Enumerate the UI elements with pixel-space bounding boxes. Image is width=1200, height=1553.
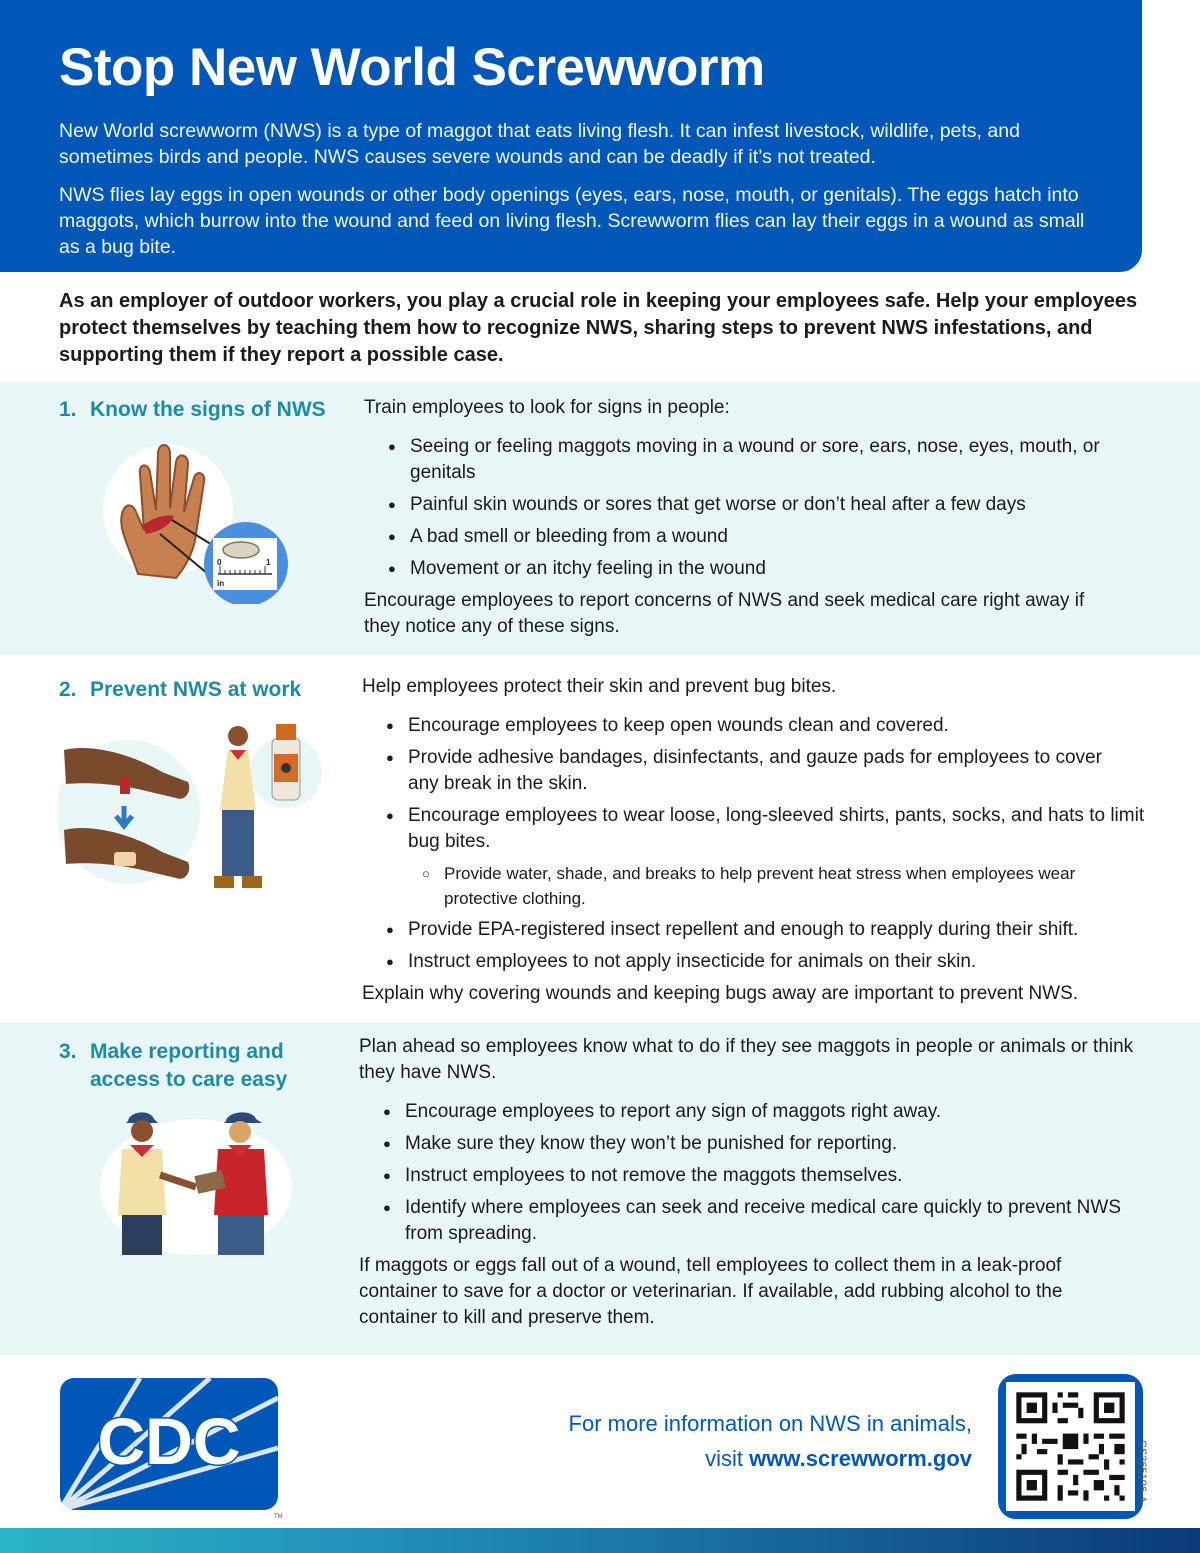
section-3-list <box>359 1099 1149 1247</box>
section-2-closing: Explain why covering wounds and keeping bugs away are important to prevent NWS. <box>362 983 1079 1004</box>
sub-list-item: ○ Provide water, shade, and breaks to help prevent heat stress when employees wear protective clothing. <box>362 861 1132 911</box>
cdc-logo-text: CDC <box>97 1404 241 1478</box>
section-1-list <box>364 434 1124 582</box>
trademark-symbol: TM <box>274 1514 283 1518</box>
list-item: ● Movement or an itchy feeling in the wound <box>364 556 1124 582</box>
header-paragraph-2: NWS flies lay eggs in open wounds or other body openings (eyes, ears, nose, mouth, or genitals). The eggs hatch into maggots, which burrow into the wound and feed on living flesh. Screwworm flies can lay their eggs in a wound as small as a bug bite. <box>59 184 1085 258</box>
list-item: ● Provide EPA-registered insect repellent and enough to reapply during their shift. <box>362 917 1162 943</box>
prevention-illustration <box>58 720 328 910</box>
section-know-signs <box>0 382 1200 655</box>
list-item: ● Seeing or feeling maggots moving in a wound or sore, ears, nose, eyes, mouth, or genitals <box>364 434 1124 486</box>
document-code-id: CS365196-A <box>1136 1440 1148 1503</box>
header-paragraph-1: New World screwworm (NWS) is a type of maggot that eats living flesh. It can infest livestock, wildlife, pets, and sometimes birds and people. NWS causes severe wounds and can be deadly if it’s not treated. <box>59 120 1020 168</box>
footer-info-line1: For more information on NWS in animals, <box>568 1411 972 1436</box>
cdc-logo <box>60 1378 288 1518</box>
section-1-title-text: Know the signs of NWS <box>90 398 326 421</box>
section-1-body <box>364 395 1124 640</box>
section-1-number: 1. <box>59 398 77 421</box>
section-2-lead: Help employees protect their skin and prevent bug bites. <box>362 676 837 697</box>
bottom-gradient-bar <box>0 1528 1200 1553</box>
section-2-title <box>59 676 301 704</box>
page-title: Stop New World Screwworm <box>59 38 765 97</box>
qr-code-frame <box>998 1374 1143 1519</box>
list-item: ● Encourage employees to wear loose, long-sleeved shirts, pants, socks, and hats to limit bug bites. <box>362 803 1152 855</box>
intro-text: As an employer of outdoor workers, you play a crucial role in keeping your employees safe. Help your employees protect themselves by teaching them how to recognize NWS, sharing steps to prevent NWS infestations, and supporting them if they report a possible case. <box>59 290 1138 366</box>
list-item: ● Make sure they know they won’t be punished for reporting. <box>359 1131 1149 1157</box>
section-3-title <box>59 1038 287 1094</box>
list-item: ● Encourage employees to report any sign of maggots right away. <box>359 1099 1149 1125</box>
ruler-label-zero: 0 <box>217 558 222 567</box>
section-2-title-text: Prevent NWS at work <box>90 678 302 701</box>
header-banner <box>0 0 1142 272</box>
hand-wound-illustration <box>100 434 300 604</box>
section-3-closing: If maggots or eggs fall out of a wound, tell employees to collect them in a leak-proof container to save for a doctor or veterinarian. If available, add rubbing alcohol to the container to kill and preserve them. <box>359 1255 1063 1328</box>
section-3-title-line2: access to care easy <box>90 1068 288 1091</box>
section-2-body <box>362 674 1162 1007</box>
qr-code-icon[interactable] <box>1006 1382 1135 1511</box>
footer-visit-text: visit <box>705 1446 743 1471</box>
section-3-lead: Plan ahead so employees know what to do if they see maggots in people or animals or think they have NWS. <box>359 1036 1134 1083</box>
section-prevent <box>0 655 1200 1023</box>
list-item: ● Encourage employees to keep open wounds clean and covered. <box>362 713 1162 739</box>
list-item: ● Provide adhesive bandages, disinfectants, and gauze pads for employees to cover any break in the skin. <box>362 745 1132 797</box>
ruler-label-one: 1 <box>266 558 271 567</box>
list-item: ● A bad smell or bleeding from a wound <box>364 524 1124 550</box>
section-2-list <box>362 713 1162 975</box>
section-3-number: 3. <box>59 1040 77 1063</box>
section-1-closing: Encourage employees to report concerns of NWS and seek medical care right away if they notice any of these signs. <box>364 590 1085 637</box>
footer-info-line2 <box>569 1441 972 1476</box>
section-3-title-line1: Make reporting and <box>90 1040 284 1063</box>
section-3-body <box>359 1034 1149 1331</box>
section-1-title <box>59 396 326 424</box>
list-item: ● Instruct employees to not apply insecticide for animals on their skin. <box>362 949 1162 975</box>
section-reporting <box>0 1023 1200 1355</box>
footer-info <box>569 1406 972 1476</box>
section-2-number: 2. <box>59 678 77 701</box>
reporting-illustration <box>100 1105 300 1255</box>
ruler-label-unit: in <box>217 579 225 588</box>
list-item: ● Identify where employees can seek and receive medical care quickly to prevent NWS from spreading. <box>359 1195 1139 1247</box>
footer-url-link[interactable]: www.screwworm.gov <box>749 1446 972 1471</box>
section-1-lead: Train employees to look for signs in people: <box>364 397 730 418</box>
list-item: ● Painful skin wounds or sores that get worse or don’t heal after a few days <box>364 492 1124 518</box>
list-item: ● Instruct employees to not remove the maggots themselves. <box>359 1163 1149 1189</box>
